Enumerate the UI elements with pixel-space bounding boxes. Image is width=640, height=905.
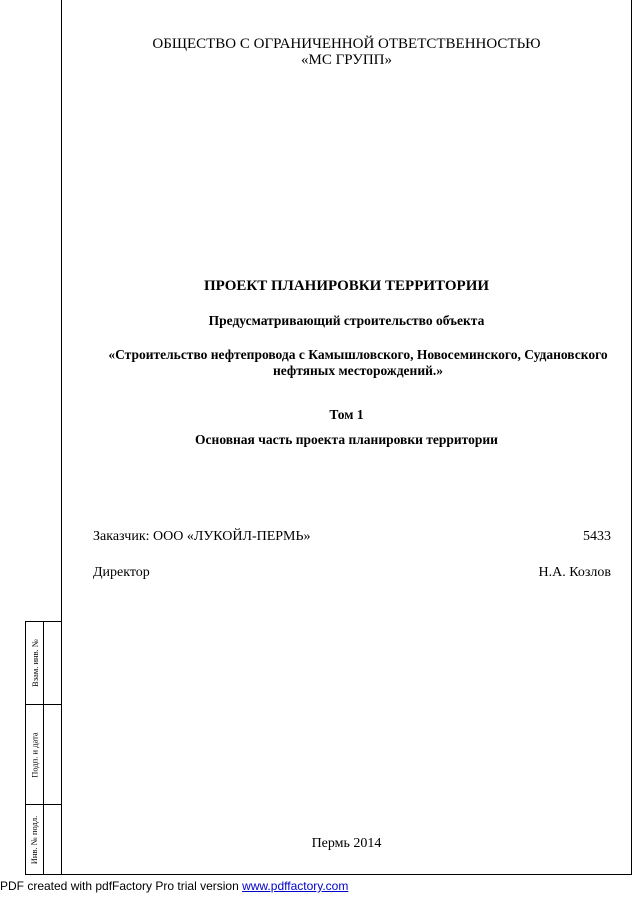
stamp-label-original-inv: Инв. № подл. [29, 815, 40, 864]
pdf-footer [0, 879, 348, 893]
org-line-2: «МС ГРУПП» [300, 52, 393, 68]
approval-stamp [25, 621, 61, 875]
object-name [48, 347, 640, 379]
object-line-2: нефтяных месторождений.» [272, 363, 443, 378]
customer-code: 5433 [583, 529, 611, 544]
org-line-1: ОБЩЕСТВО С ОГРАНИЧЕННОЙ ОТВЕТСТВЕННОСТЬЮ [152, 36, 541, 52]
stamp-label-signature-date: Подп. и дата [29, 731, 40, 778]
director-name: Н.А. Козлов [538, 565, 611, 580]
object-line-1: «Строительство нефтепровода с Камышловского, Новосеминского, Судановского [108, 347, 608, 362]
document-title: ПРОЕКТ ПЛАНИРОВКИ ТЕРРИТОРИИ [203, 278, 490, 294]
director-label: Директор [93, 565, 150, 580]
stamp-cell-replaced-inv [26, 622, 61, 705]
volume-number: Том 1 [329, 407, 364, 422]
stamp-cell-original-inv [26, 805, 61, 874]
organization-name [61, 36, 632, 68]
stamp-label-replaced-inv: Взам. инв. № [29, 639, 40, 687]
director-row [93, 565, 611, 581]
volume-name: Основная часть проекта планировки территории [195, 432, 498, 447]
customer-row [93, 529, 611, 545]
city-year: Пермь 2014 [311, 836, 382, 851]
document-subtitle: Предусматривающий строительство объекта [208, 313, 485, 328]
footer-link[interactable]: www.pdffactory.com [242, 879, 349, 893]
footer-text: PDF created with pdfFactory Pro trial version [0, 879, 243, 893]
stamp-cell-signature-date [26, 705, 61, 805]
customer-label: Заказчик: ООО «ЛУКОЙЛ-ПЕРМЬ» [93, 529, 311, 544]
